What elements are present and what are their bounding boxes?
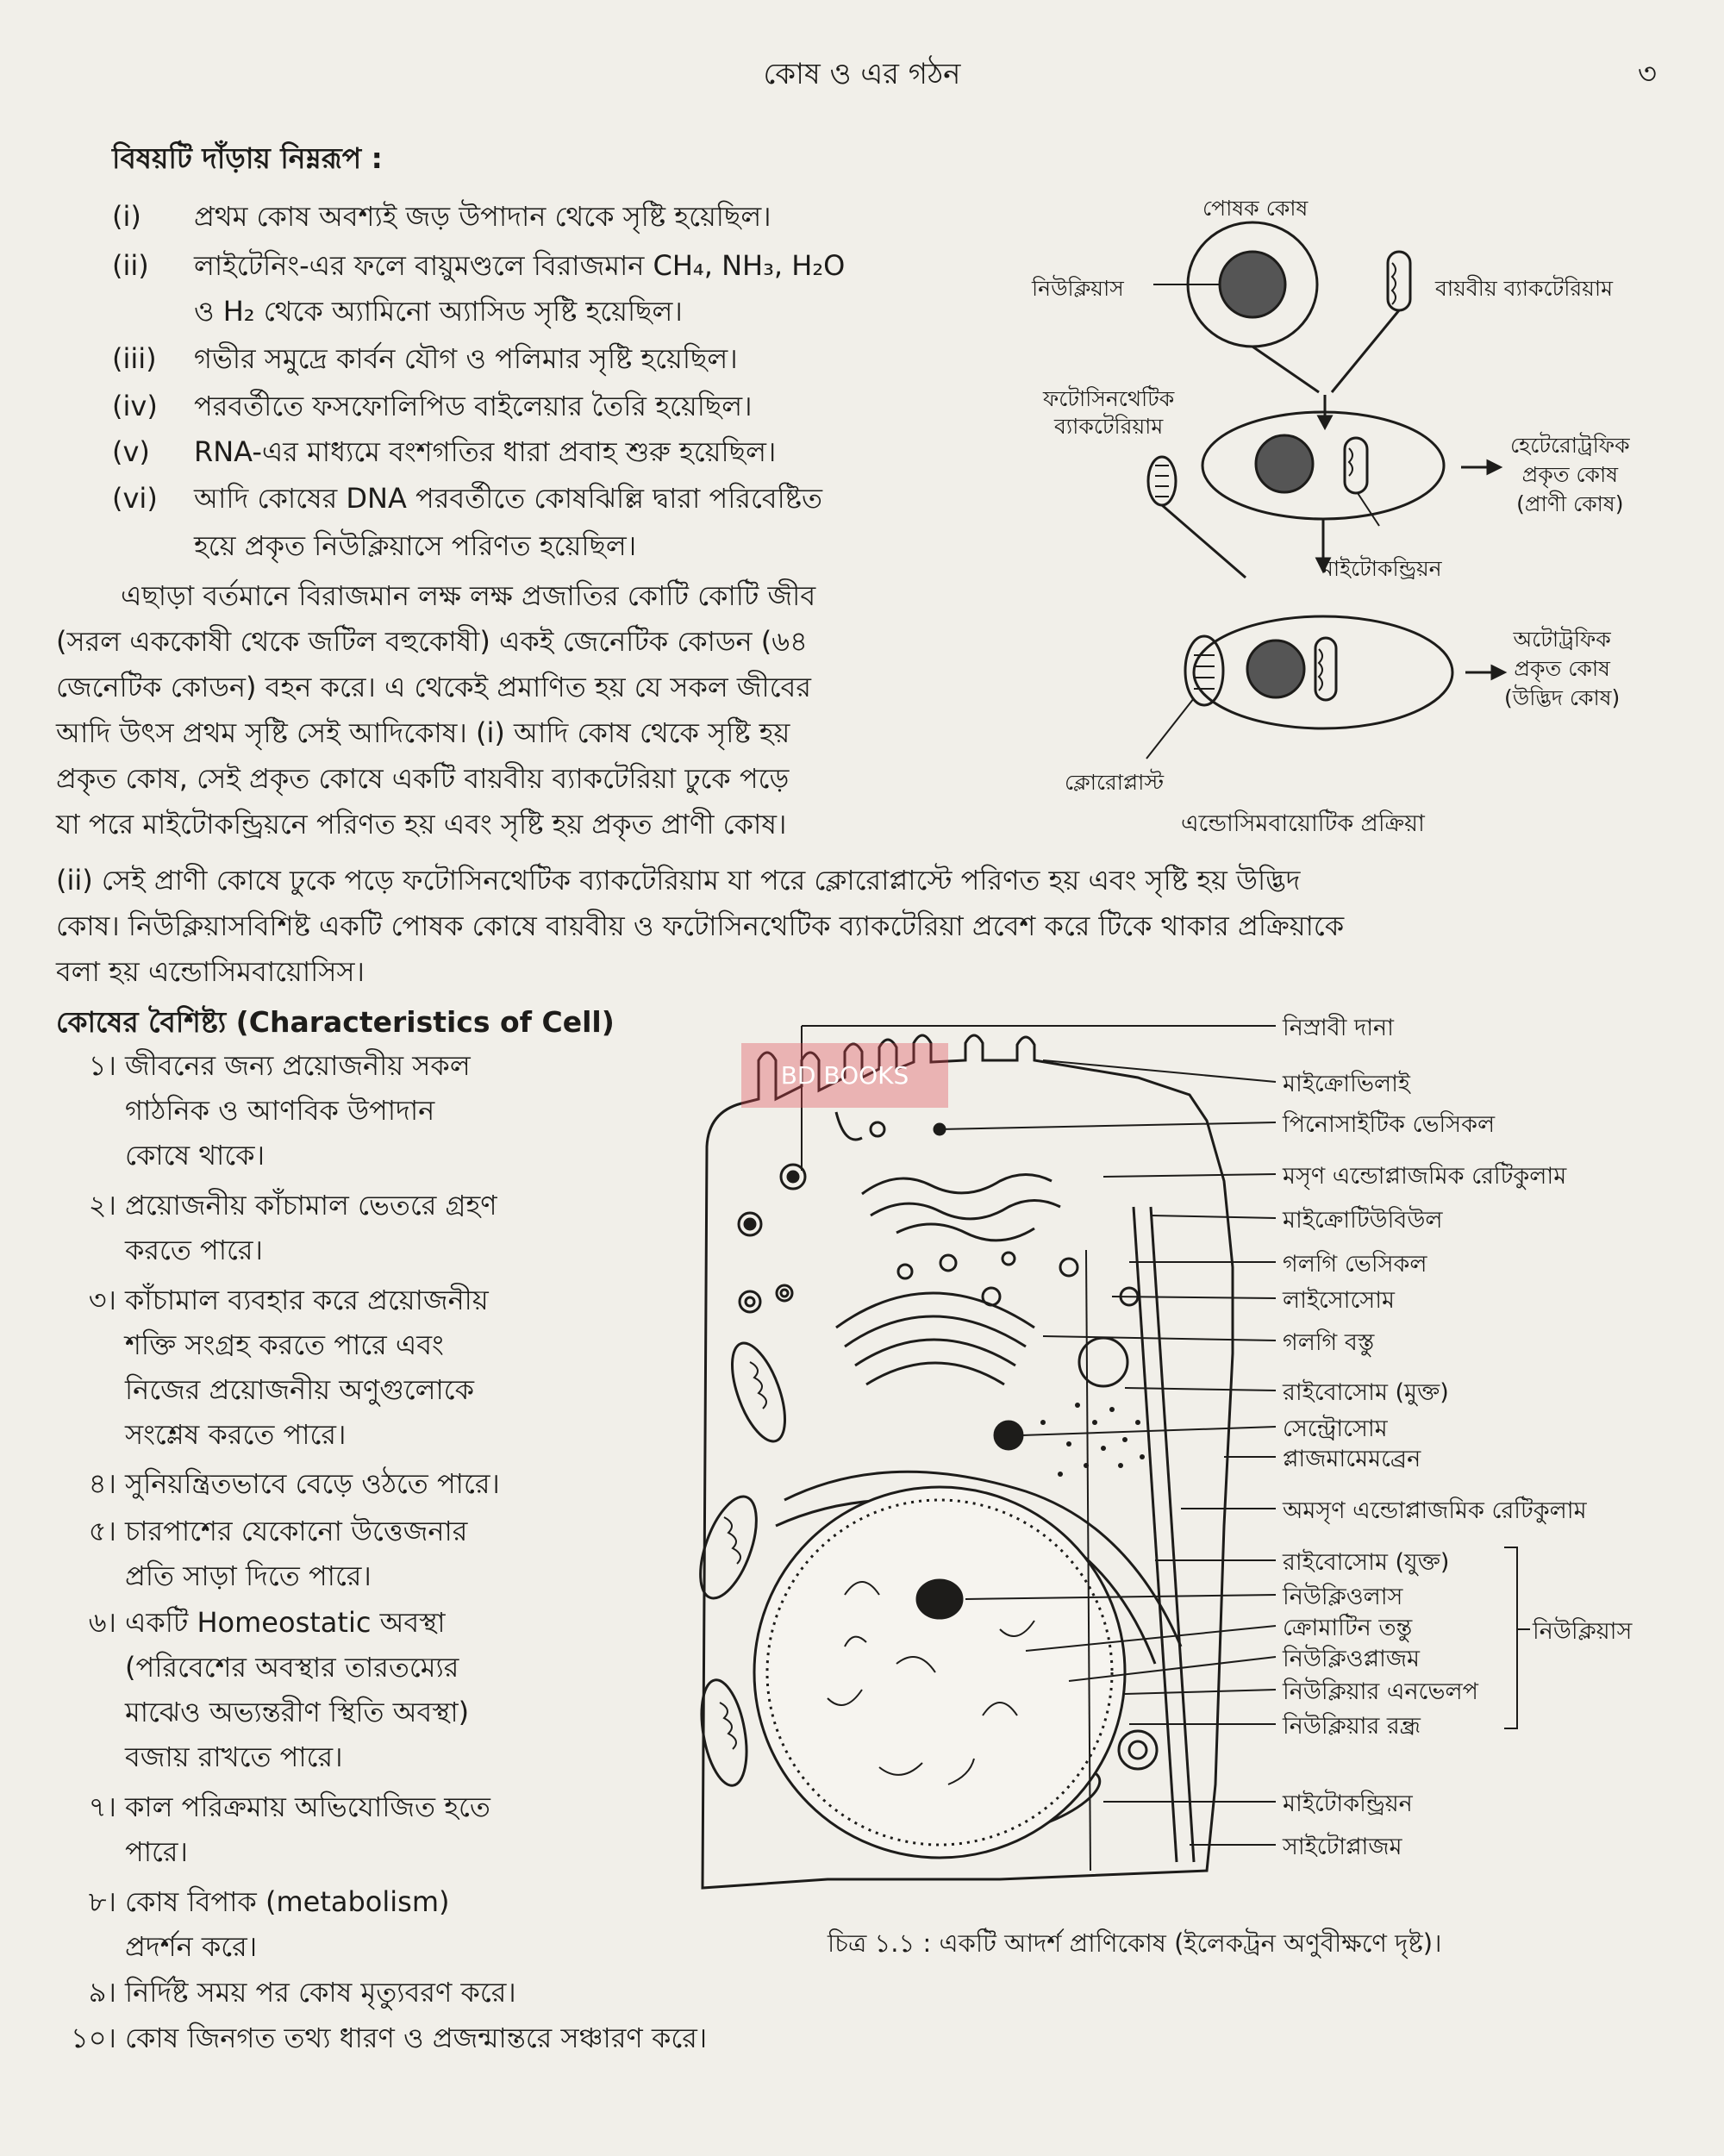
chloroplast-label: ক্লোরোপ্লাস্ট [1065, 770, 1165, 795]
label-nucleus-group: নিউক্লিয়াস [1533, 1618, 1633, 1645]
label-secretory-granule: নিস্রাবী দানা [1283, 1015, 1394, 1041]
endosymbiosis-caption: এন্ডোসিমবায়োটিক প্রক্রিয়া [1181, 810, 1425, 837]
heterotrophic-cell [1202, 412, 1444, 519]
label-nucleoplasm: নিউক্লিওপ্লাজম [1283, 1646, 1421, 1672]
aerobic-bacterium-label: বায়বীয় ব্যাকটেরিয়াম [1435, 276, 1613, 301]
label-nucleolus: নিউক্লিওলাস [1283, 1584, 1403, 1610]
label-lysosome: লাইসোসোম [1283, 1287, 1396, 1314]
heterotrophic-label: হেটেরোট্রফিক প্রকৃত কোষ (প্রাণী কোষ) [1510, 433, 1630, 516]
label-pinocytic-vesicle: পিনোসাইটিক ভেসিকল [1283, 1111, 1496, 1138]
aerobic-bacterium-icon [1388, 252, 1410, 310]
label-smooth-er: মসৃণ এন্ডোপ্লাজমিক রেটিকুলাম [1283, 1163, 1567, 1190]
paragraph: (ii) সেই প্রাণী কোষে ঢুকে পড়ে ফটোসিনথেটিক ব্যাকটেরিয়াম যা পরে ক্লোরোপ্লাস্টে পরিণত হয় এবং সৃষ্টি হয় উদ্ভিদ কোষ। নিউক্লিয়াসবিশিষ্ট একটি পোষক কোষে বায়বীয় ও ফটোসিনথেটিক ব্যাকটেরিয়া প্রবেশ করে টিকে থাকার প্রক্রিয়াকে বলা হয় এন্ডোসিমবায়োসিস। [56, 864, 1345, 988]
photosynthetic-bacterium-icon [1148, 457, 1176, 505]
photosynthetic-bacterium-label: ফটোসিনথেটিক ব্যাকটেরিয়াম [1043, 386, 1175, 439]
label-golgi-vesicle: গলগি ভেসিকল [1283, 1251, 1427, 1278]
figure-caption: চিত্র ১.১ : একটি আদর্শ প্রাণিকোষ (ইলেকট্রন অণুবীক্ষণে দৃষ্ট)। [828, 1928, 1442, 1958]
label-cytoplasm: সাইটোপ্লাজম [1283, 1834, 1402, 1860]
label-rough-er: অমসৃণ এন্ডোপ্লাজমিক রেটিকুলাম [1283, 1497, 1587, 1524]
label-centrosome: সেন্ট্রোসোম [1283, 1415, 1388, 1442]
running-title: কোষ ও এর গঠন [763, 57, 961, 91]
mitochondrion-label: মাইটোকন্ড্রিয়ন [1321, 556, 1442, 581]
label-nuclear-envelope: নিউক্লিয়ার এনভেলপ [1283, 1678, 1478, 1705]
label-bound-ribosome: রাইবোসোম (যুক্ত) [1283, 1549, 1450, 1576]
label-mitochondrion: মাইটোকন্ড্রিয়ন [1283, 1790, 1413, 1817]
autotrophic-cell [1194, 616, 1452, 728]
watermark: BD BOOKS [741, 1043, 948, 1108]
nucleus-icon [1220, 252, 1285, 317]
intro-heading: বিষয়টি দাঁড়ায় নিম্নরূপ : [112, 141, 383, 175]
paragraph: এছাড়া বর্তমানে বিরাজমান লক্ষ লক্ষ প্রজাতির কোটি কোটি জীব (সরল এককোষী থেকে জটিল বহুকোষী) একই জেনেটিক কোডন (৬৪ জেনেটিক কোডন) বহন করে। এ থেকেই প্রমাণিত হয় যে সকল জীবের আদি উৎস প্রথম সৃষ্টি সেই আদিকোষ। (i) আদি কোষ থেকে সৃষ্টি হয় প্রকৃত কোষ, সেই প্রকৃত কোষে একটি বায়বীয় ব্যাকটেরিয়া ঢুকে পড়ে যা পরে মাইটোকন্ড্রিয়নে পরিণত হয় এবং সৃষ্টি হয় প্রকৃত প্রাণী কোষ। [56, 579, 816, 841]
label-microtubule: মাইক্রোটিউবিউল [1283, 1207, 1443, 1234]
page-number: ৩ [1637, 57, 1657, 91]
nucleus-label: নিউক্লিয়াস [1032, 276, 1124, 301]
label-chromatin: ক্রোমাটিন তন্তু [1283, 1615, 1413, 1641]
label-plasma-membrane: প্লাজমামেমব্রেন [1283, 1446, 1421, 1472]
label-microvilli: মাইক্রোভিলাই [1283, 1071, 1410, 1097]
label-golgi-body: গলগি বস্তু [1283, 1329, 1375, 1356]
characteristics-heading: কোষের বৈশিষ্ট্য (Characteristics of Cell) [56, 1005, 615, 1039]
nucleus [754, 1487, 1125, 1858]
label-nuclear-pore: নিউক্লিয়ার রন্ধ্র [1283, 1713, 1421, 1740]
autotrophic-label: অটোট্রফিক প্রকৃত কোষ (উদ্ভিদ কোষ) [1504, 627, 1621, 710]
label-free-ribosome: রাইবোসোম (মুক্ত) [1283, 1379, 1449, 1406]
host-cell-label: পোষক কোষ [1202, 196, 1309, 221]
animal-cell-diagram [655, 1009, 1690, 1897]
